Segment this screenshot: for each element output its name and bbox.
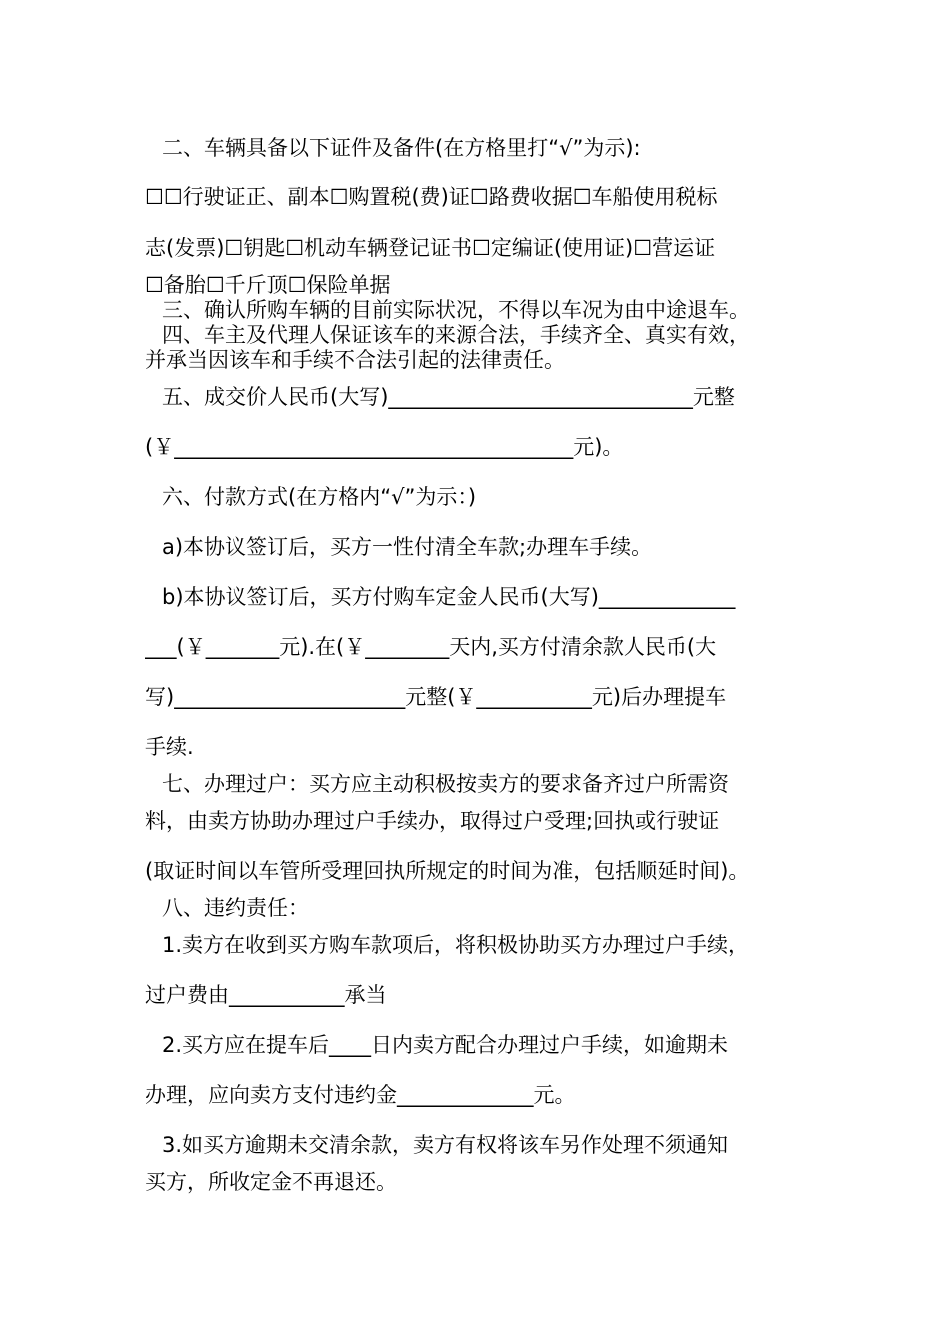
breach-clause-1-line-1: 1.卖方在收到买方购车款项后，将积极协助买方办理过户手续，: [162, 933, 750, 957]
documents-checklist-line-3: ☐备胎☐千斤顶☐保险单据: [145, 273, 391, 297]
breach-clause-3-line-1: 3.如买方逾期未交清余款，卖方有权将该车另作处理不须通知: [162, 1133, 729, 1157]
section-7-line-3: (取证时间以车管所受理回执所规定的时间为准，包括顺延时间)。: [145, 859, 750, 883]
payment-option-a: a)本协议签订后，买方一性付清全车款;办理车手续。: [162, 535, 653, 559]
section-6-heading: 六、付款方式(在方格内“√”为示：): [162, 485, 477, 509]
documents-checklist-line-1: ☐☐行驶证正、副本☐购置税(费)证☐路费收据☐车船使用税标: [145, 185, 718, 209]
breach-clause-1-line-2: 过户费由___________承当: [145, 983, 387, 1007]
breach-clause-3-line-2: 买方，所收定金不再退还。: [145, 1170, 397, 1194]
payment-option-b-line-4: 手续.: [145, 735, 194, 759]
payment-option-b-line-1: b)本协议签订后，买方付购车定金人民币(大写)_____________: [162, 585, 736, 609]
section-5-price-uppercase: 五、成交价人民币(大写)_____________________________元整: [162, 385, 735, 409]
section-5-price-numeric: (￥______________________________________元)。: [145, 435, 624, 459]
documents-checklist-line-2: 志(发票)☐钥匙☐机动车辆登记证书☐定编证(使用证)☐营运证: [145, 236, 716, 260]
section-4-text-line-1: 四、车主及代理人保证该车的来源合法，手续齐全、真实有效，: [162, 323, 750, 347]
section-7-line-1: 七、办理过户：买方应主动积极按卖方的要求备齐过户所需资: [162, 772, 729, 796]
payment-option-b-line-3: 写)______________________元整(￥___________元)后办理提车: [145, 685, 727, 709]
section-8-heading: 八、违约责任：: [162, 896, 309, 920]
breach-clause-2-line-2: 办理，应向卖方支付违约金_____________元。: [145, 1083, 576, 1107]
section-7-line-2: 料，由卖方协助办理过户手续办，取得过户受理;回执或行驶证: [145, 809, 720, 833]
section-3-text: 三、确认所购车辆的目前实际状况，不得以车况为由中途退车。: [162, 298, 750, 322]
section-2-heading: 二、车辆具备以下证件及备件(在方格里打“√”为示):: [162, 136, 641, 160]
breach-clause-2-line-1: 2.买方应在提车后____日内卖方配合办理过户手续，如逾期未: [162, 1033, 729, 1057]
section-4-text-line-2: 并承当因该车和手续不合法引起的法律责任。: [145, 348, 565, 372]
payment-option-b-line-2: ___(￥_______元).在(￥________天内,买方付清余款人民币(大: [145, 635, 717, 659]
